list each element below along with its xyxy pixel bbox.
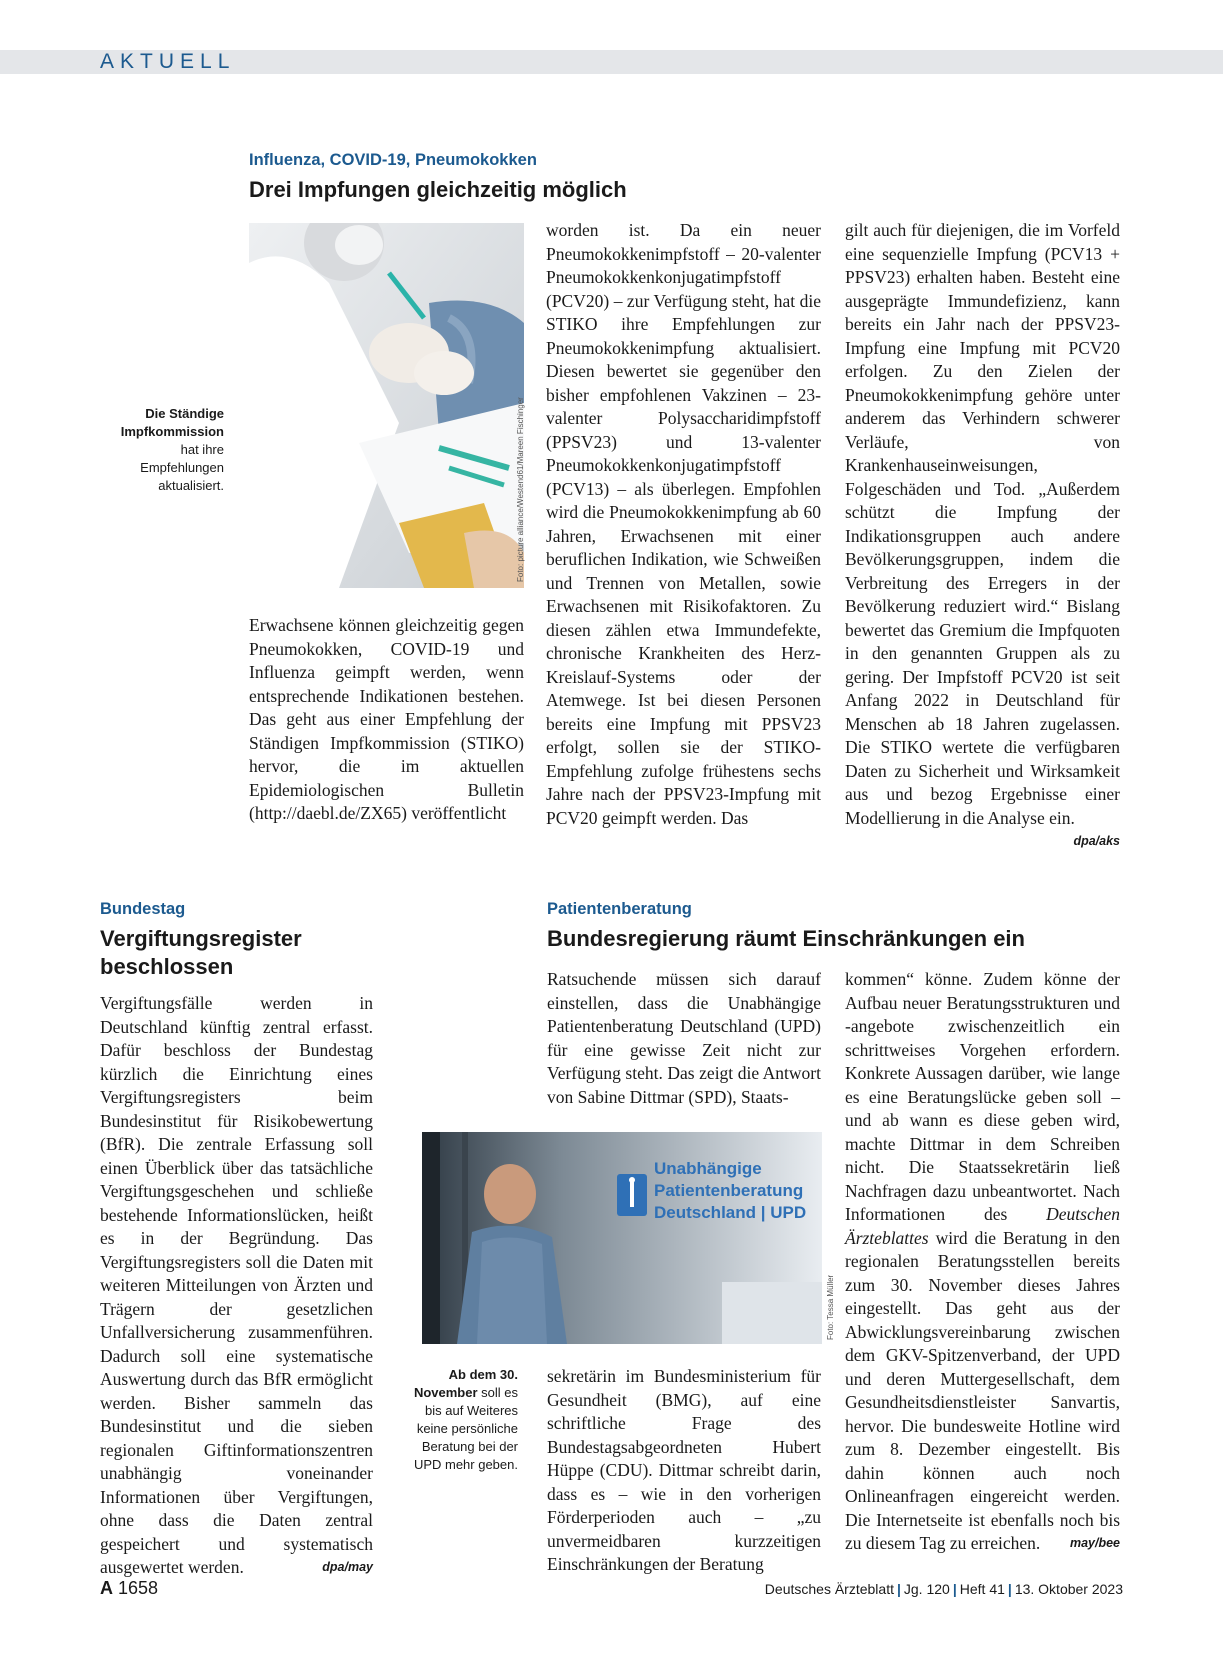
- article3-signature: may/bee: [1069, 1536, 1120, 1550]
- page-prefix: A: [100, 1578, 113, 1598]
- separator: |: [952, 1581, 957, 1597]
- article2-title: Vergiftungsregister beschlossen: [100, 926, 302, 979]
- article3-column-2-text-b: wird die Beratung in den regionalen Beratungsstellen bereits zum 30. November dieses Jahres eingestellt. Das geht aus der Abwicklungsvereinbarung zwischen dem GKV-Spitzenverband, der UPD und deren Muttergesellschaft, dem Gesundheitsdienstleister Sanvartis, hervor. Die bundesweite Hotline wird zum 8. Dezember eingestellt. Bis dahin können auch noch Onlineanfragen eingereicht werden. Die Internetseite ist ebenfalls noch bis zu diesem Tag zu erreichen.: [845, 1227, 1120, 1553]
- upd-office-photo: [422, 1132, 822, 1344]
- caption-text: soll es bis auf Weiteres keine persönliche Beratung bei der UPD mehr geben.: [413, 1385, 518, 1472]
- separator: |: [1007, 1581, 1012, 1597]
- separator: |: [896, 1581, 901, 1597]
- journal-name: Deutsches Ärzteblatt: [764, 1581, 894, 1597]
- page-number: [100, 1578, 158, 1599]
- page-number-value: 1658: [118, 1578, 159, 1598]
- article2-kicker: Bundestag: [100, 900, 186, 918]
- article1-column-3-text: gilt auch für diejenigen, die im Vorfeld eine sequenzielle Impfung (PCV13 + PPSV23) erhalten haben. Besteht eine ausgeprägte Immundefizienz, kann bereits ein Jahr nach der PPSV23-Impfung eine Impfung mit PCV20 erfolgen. Zu den Zielen der Pneumokokkenimpfung gehöre unter anderem das Verhindern schwerer Verläufe, von Krankenhauseinweisungen, Folgeschäden und Tod. „Außerdem schützt die Impfung der Indikationsgruppen auch andere Bevölkerungsgruppen, indem die Verbreitung des Erregers in der Bevölkerung reduziert wird.“ Bislang bewertet das Gremium die Impfquoten in den genannten Gruppen als zu gering. Der Impfstoff PCV20 ist seit Anfang 2022 in Deutschland für Menschen ab 18 Jahren zugelassen. Die STIKO wertete die verfügbaren Daten zu Sicherheit und Wirksamkeit aus und bezog Ergebnisse einer Modellierung in die Analyse ein.: [845, 220, 1120, 828]
- article3-column-2-text-a: kommen“ könne. Zudem könne der Aufbau neuer Beratungsstrukturen und -angebote zwischenzeitlich ein schrittweises Vorgehen erfordern. Konkrete Aussagen darüber, wie lange es eine Beratungslücke geben soll – und ab wann es diese geben wird, machte Dittmar in dem Schreiben nicht. Die Staatssekretärin ließ Nachfragen dazu unbeantwortet. Nach Informationen des: [845, 969, 1120, 1224]
- journal-date: 13. Oktober 2023: [1014, 1581, 1123, 1597]
- upd-sign-line-1: Unabhängige: [654, 1159, 762, 1178]
- article1-signature: dpa/aks: [1073, 834, 1120, 848]
- upd-sign: [654, 1158, 806, 1224]
- journal-name-italic: Deutschen Ärzteblattes: [845, 1204, 1120, 1248]
- caption-bold: Ab dem 30. November: [413, 1367, 518, 1400]
- article3-kicker: Patientenberatung: [547, 900, 692, 918]
- article1-column-1: Erwachsene können gleichzeitig gegen Pneumokokken, COVID-19 und Influenza geimpft werden, wenn entsprechende Indikationen bestehen. Das geht aus einer Empfehlung der Ständigen Impfkommission (STIKO) hervor, die im aktuellen Epidemiologischen Bulletin (http://daebl.de/ZX65) veröffentlicht: [249, 615, 524, 823]
- vaccination-photo: [249, 223, 524, 588]
- article3-title: Bundesregierung räumt Einschränkungen ein: [547, 926, 1025, 951]
- caption-bold: Die Ständige Impfkommission: [120, 406, 224, 439]
- article1-column-3: [845, 219, 1120, 854]
- upd-sign-line-3: Deutschland | UPD: [654, 1203, 807, 1222]
- article3-caption: [402, 1366, 518, 1474]
- journal-volume: Jg. 120: [903, 1581, 950, 1597]
- article3-photo-credit: Foto: Tessa Müller: [826, 1274, 835, 1340]
- section-label: AKTUELL: [100, 50, 236, 73]
- journal-footer: [765, 1581, 1123, 1597]
- article1-photo-credit: Foto: picture alliance/Westend61/Mareen Fischinger: [516, 397, 525, 582]
- vaccination-illustration: [249, 223, 524, 588]
- article2-body: [100, 992, 373, 1580]
- article1-column-2: worden ist. Da ein neuer Pneumokokkenimpfstoff – 20-valenter Pneumokokkenkonjugatimpfstoff (PCV20) – zur Verfügung steht, hat die STIKO ihre Empfehlungen zur Pneumokokkenimpfung aktualisiert. Diesen bewertet sie gegenüber den bisher empfohlenen Vakzinen – 23-valenter Polysaccharidimpfstoff (PPSV23) und 13-valenter Pneumokokkenkonjugatimpfstoff (PCV13) – als überlegen. Empfohlen wird die Pneumokokkenimpfung ab 60 Jahren, Erwachsenen mit einer beruflichen Indikation, wie Schweißen und Trennen von Metallen, sowie Erwachsenen mit Risikofaktoren. Zu diesen zählen etwa Immundefekte, chronische Krankheiten des Herz-Kreislauf-Systems oder der Atemwege. Ist bei diesen Personen bereits eine Impfung mit PPSV23 erfolgt, sollen sie der STIKO-Empfehlung zufolge frühestens sechs Jahre nach der PPSV23-Impfung mit PCV20 geimpft werden. Das: [546, 220, 821, 828]
- journal-issue: Heft 41: [959, 1581, 1005, 1597]
- article1-caption: [96, 405, 224, 495]
- article3-column-1-top: Ratsuchende müssen sich darauf einstellen, dass die Unabhängige Patientenberatung Deutschland (UPD) für eine gewisse Zeit nicht zur Verfügung steht. Das zeigt die Antwort von Sabine Dittmar (SPD), Staats-: [547, 969, 821, 1107]
- caption-text: hat ihre Empfehlungen aktualisiert.: [140, 442, 224, 493]
- article3-column-2: [845, 968, 1120, 1556]
- article1-title: Drei Impfungen gleichzeitig möglich: [249, 177, 627, 202]
- article2-signature: dpa/may: [322, 1560, 373, 1574]
- article1-kicker: Influenza, COVID-19, Pneumokokken: [249, 151, 537, 169]
- article3-column-1-bottom: sekretärin im Bundesministerium für Gesundheit (BMG), auf eine schriftliche Frage des Bundestagsabgeordneten Hubert Hüppe (CDU). Dittmar schreibt darin, dass es – wie in den vorherigen Förderperioden auch – „zu unvermeidbaren kurzzeitigen Einschränkungen der Beratung: [547, 1366, 821, 1574]
- upd-sign-line-2: Patientenberatung: [654, 1181, 804, 1200]
- article2-body-text: Vergiftungsfälle werden in Deutschland künftig zentral erfasst. Dafür beschloss der Bundestag kürzlich die Einrichtung eines Vergiftungsregisters beim Bundesinstitut für Risikobewertung (BfR). Die zentrale Erfassung soll einen Überblick über das tatsächliche Vergiftungsgeschehen und schließe bestehende Informationslücken, heißt es in der Begründung. Das Vergiftungsregisters soll die Daten mit weiteren Mitteilungen von Ärzten und Trägern der gesetzlichen Unfallversicherung zusammenführen. Dadurch soll eine systematische Auswertung durch das BfR ermöglicht werden. Bisher sammeln das Bundesinstitut und die sieben regionalen Giftinformationszentren unabhängig voneinander Informationen über Vergiftungen, ohne dass die Daten zentral gespeichert und systematisch ausgewertet werden.: [100, 993, 373, 1577]
